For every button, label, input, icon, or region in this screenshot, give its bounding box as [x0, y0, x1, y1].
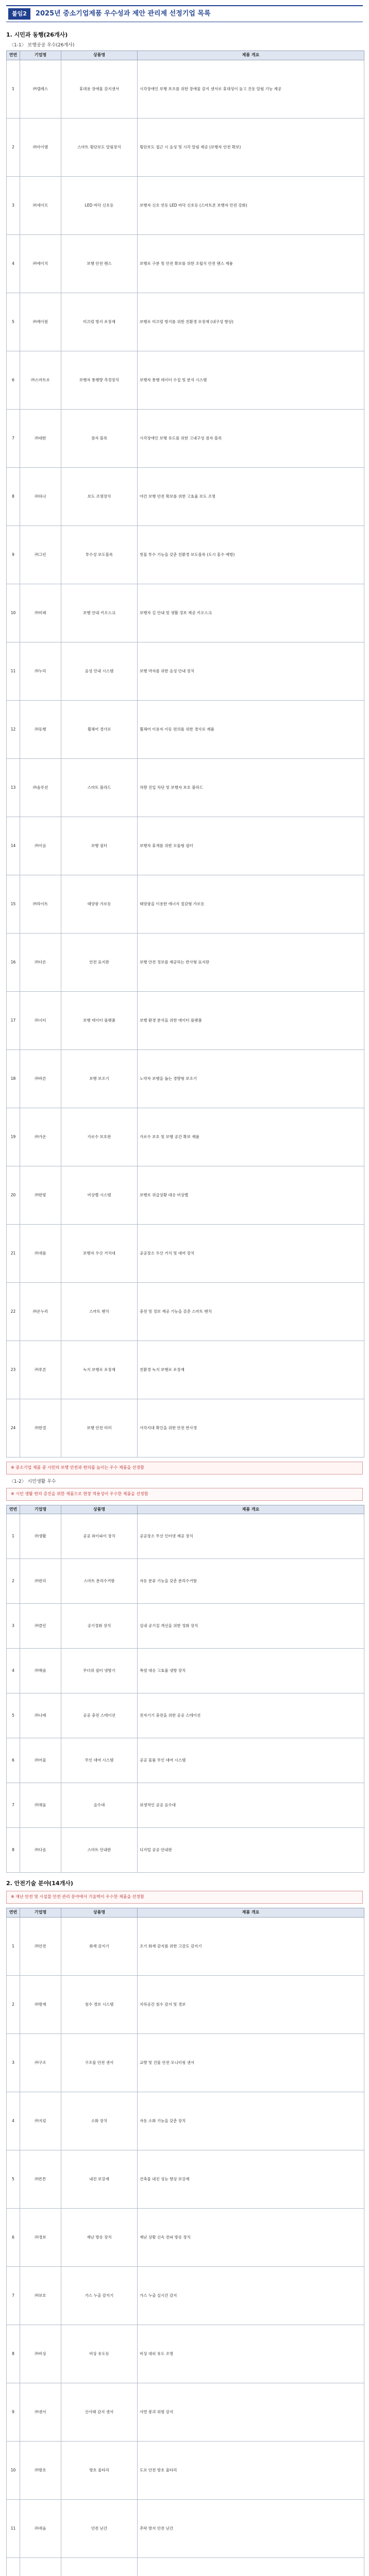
cell-desc: 보행로 위급상황 대응 비상벨 [138, 1166, 364, 1224]
cell-company: ㈜누리 [20, 642, 61, 700]
cell-company: ㈜이음 [20, 817, 61, 875]
cell-no: 17 [7, 991, 20, 1049]
cell-product: 안전 표지판 [61, 933, 138, 991]
cell-company: ㈜클린 [20, 1604, 61, 1649]
cell-company: ㈜다온 [20, 933, 61, 991]
cell-no: 3 [7, 1604, 20, 1649]
note-s1b: ※ 시민 생활 편의 증진을 위한 제품으로 현장 적용성이 우수한 제품을 선정함 [6, 1488, 363, 1501]
page-title: 2025년 중소기업제품 우수성과 제안 관리제 선정기업 목록 [35, 10, 211, 18]
section-title-1: 1. 시민과 동행(26개사) [6, 31, 68, 38]
cell-desc: 보행자 휴게를 위한 모듈형 쉼터 [138, 817, 364, 875]
cell-no: 19 [7, 1108, 20, 1166]
table-row [7, 1828, 364, 1873]
table-row [7, 2266, 364, 2325]
cell-product: 방호 울타리 [61, 2441, 138, 2499]
table-row [7, 991, 364, 1049]
cell-desc: 교량 및 건물 안전 모니터링 센서 [138, 2033, 364, 2092]
cell-company: ㈜새롬 [20, 1224, 61, 1282]
attachment-badge: 붙임2 [8, 8, 30, 20]
cell-product: 가로수 보호판 [61, 1108, 138, 1166]
cell-company: ㈜푸른 [20, 1341, 61, 1399]
cell-product: 음성 안내 시스템 [61, 642, 138, 700]
cell-company: ㈜바른 [20, 1049, 61, 1108]
cell-no: 13 [7, 758, 20, 817]
cell-desc: 위생적인 공공 음수대 [138, 1783, 364, 1828]
table-row [7, 1783, 364, 1828]
table-row [7, 700, 364, 758]
table-row [7, 526, 364, 584]
table-row [7, 1224, 364, 1282]
table-row [7, 1514, 364, 1559]
cell-company: ㈜구조 [20, 2033, 61, 2092]
cell-company: ㈜센서 [20, 2383, 61, 2441]
cell-product: 스마트 벤치 [61, 1282, 138, 1341]
cell-company: ㈜세이프 [20, 176, 61, 234]
cell-desc: 가스 누출 실시간 감지 [138, 2266, 364, 2325]
cell-no: 23 [7, 1341, 20, 1399]
table-row [7, 933, 364, 991]
selection-table [6, 1908, 364, 2576]
cell-company: ㈜채움 [20, 1783, 61, 1828]
cell-product: 침수 경보 시스템 [61, 1975, 138, 2033]
column-header-product: 상품명 [61, 1505, 138, 1514]
table-row [7, 2092, 364, 2150]
cell-company: ㈜세움 [20, 2499, 61, 2557]
cell-no: 3 [7, 2033, 20, 2092]
table-row [7, 1649, 364, 1693]
cell-no: 4 [7, 234, 20, 293]
cell-product: 보행자 우산 거치대 [61, 1224, 138, 1282]
cell-no: 11 [7, 642, 20, 700]
column-header-desc: 제품 개요 [138, 50, 364, 60]
cell-product: 가스 누출 감지기 [61, 2266, 138, 2325]
table-row [7, 2033, 364, 2092]
cell-company: ㈜지킴 [20, 2092, 61, 2150]
cell-product: 비상벨 시스템 [61, 1166, 138, 1224]
table-row [7, 293, 364, 351]
table-row [7, 1049, 364, 1108]
cell-company: ㈜온누리 [20, 1282, 61, 1341]
cell-desc: 실내 공기질 개선을 위한 정화 장치 [138, 1604, 364, 1649]
cell-no: 5 [7, 2150, 20, 2208]
cell-desc: 시각장애인 보행 유도를 위한 고내구성 점자 블록 [138, 409, 364, 467]
cell-company: ㈜방호 [20, 2441, 61, 2499]
cell-product: 휠체어 경사로 [61, 700, 138, 758]
cell-company: ㈜에이치 [20, 234, 61, 293]
subsection-title-1-2: 〈1-2〉 시민생활 우수 [9, 1479, 56, 1484]
cell-company: ㈜가온 [20, 1108, 61, 1166]
table-row [7, 234, 364, 293]
cell-no: 10 [7, 584, 20, 642]
cell-desc: 조기 화재 감지를 위한 고감도 감지기 [138, 1917, 364, 1975]
column-header-no: 연번 [7, 1908, 20, 1917]
table-row [7, 2325, 364, 2383]
table-row [7, 1166, 364, 1224]
cell-desc: 보행자 신호 연동 LED 바닥 신호등 (스마트폰 보행자 안전 강화) [138, 176, 364, 234]
cell-no: 16 [7, 933, 20, 991]
cell-company [20, 2557, 61, 2576]
cell-product: 재난 방송 장치 [61, 2208, 138, 2266]
table-header-row [7, 50, 364, 60]
cell-product: 보행 데이터 플랫폼 [61, 991, 138, 1049]
cell-company: ㈜미래 [20, 584, 61, 642]
column-header-company: 기업명 [20, 1505, 61, 1514]
cell-desc: 자동 소화 기능을 갖춘 장치 [138, 2092, 364, 2150]
cell-product: 미끄럼 방지 포장재 [61, 293, 138, 351]
cell-desc: 시각장애인 보행 보조를 위한 장애물 감지 센서로 휴대성이 높고 진동 알림 기능 제공 [138, 60, 364, 118]
cell-company: ㈜다솜 [20, 1828, 61, 1873]
column-header-company: 기업명 [20, 1908, 61, 1917]
cell-desc: 보행자 통행 데이터 수집 및 분석 시스템 [138, 351, 364, 409]
table-row [7, 1604, 364, 1649]
section-title-2: 2. 안전기술 분야(14개사) [6, 1880, 73, 1887]
table-row [7, 758, 364, 817]
cell-desc: 보행 안전 정보를 제공하는 반사형 표지판 [138, 933, 364, 991]
cell-no: 1 [7, 1514, 20, 1559]
cell-no: 7 [7, 2266, 20, 2325]
cell-desc: 휠체어 이용자 이동 편의를 위한 경사로 제품 [138, 700, 364, 758]
column-header-company: 기업명 [20, 50, 61, 60]
cell-desc: 보행로 구분 및 안전 확보를 위한 조립식 안전 펜스 제품 [138, 234, 364, 293]
table-row [7, 1917, 364, 1975]
cell-product: 소화 장치 [61, 2092, 138, 2150]
cell-company: ㈜비상 [20, 2325, 61, 2383]
note-s1: ※ 중소기업 제품 중 시민의 보행 안전과 편의를 높이는 우수 제품을 선정함 [6, 1462, 363, 1475]
cell-company: ㈜어울 [20, 1738, 61, 1783]
cell-company: ㈜그린 [20, 526, 61, 584]
column-header-no: 연번 [7, 1505, 20, 1514]
table-row [7, 584, 364, 642]
table-row [7, 817, 364, 875]
table-row [7, 176, 364, 234]
cell-no: 10 [7, 2441, 20, 2499]
table-row [7, 1399, 364, 1457]
cell-product: 음수대 [61, 1783, 138, 1828]
table-row [7, 118, 364, 176]
title-bar [6, 5, 363, 22]
cell-desc: 차량 진입 차단 및 보행자 보호 볼라드 [138, 758, 364, 817]
table-row [7, 2557, 364, 2576]
cell-product: 산사태 감지 센서 [61, 2383, 138, 2441]
table-row [7, 1559, 364, 1604]
cell-desc: 추락 방지 안전 난간 [138, 2499, 364, 2557]
table-row [7, 2150, 364, 2208]
cell-product: 보행 안전 미러 [61, 1399, 138, 1457]
cell-no: 24 [7, 1399, 20, 1457]
table-header-row [7, 1908, 364, 1917]
cell-product: 화재 감지기 [61, 1917, 138, 1975]
cell-no: 1 [7, 1917, 20, 1975]
cell-product: 무더위 쉼터 냉방기 [61, 1649, 138, 1693]
cell-product: 비상 유도등 [61, 2325, 138, 2383]
cell-desc [138, 2557, 364, 2576]
cell-no: 9 [7, 526, 20, 584]
cell-desc: 건축물 내진 성능 향상 보강재 [138, 2150, 364, 2208]
subsection-title-1-1: 〈1-1〉 보행공공 우수(26개사) [9, 42, 75, 48]
cell-company: ㈜해솔 [20, 1649, 61, 1693]
cell-company: ㈜대한 [20, 409, 61, 467]
table-row [7, 1108, 364, 1166]
cell-no: 2 [7, 1975, 20, 2033]
cell-company: ㈜방재 [20, 1975, 61, 2033]
cell-company: ㈜한결 [20, 1399, 61, 1457]
table-row [7, 1693, 364, 1738]
cell-company: ㈜튼튼 [20, 2150, 61, 2208]
cell-no: 14 [7, 817, 20, 875]
cell-no: 7 [7, 1783, 20, 1828]
cell-company: ㈜스마트로 [20, 351, 61, 409]
cell-company: ㈜보호 [20, 2266, 61, 2325]
table-row [7, 60, 364, 118]
cell-desc: 사면 붕괴 위험 감지 [138, 2383, 364, 2441]
cell-product: 보도 조명장치 [61, 467, 138, 526]
cell-desc: 보행 약자를 위한 음성 안내 장치 [138, 642, 364, 700]
cell-product: 보행 안전 펜스 [61, 234, 138, 293]
column-header-product: 상품명 [61, 50, 138, 60]
table-row [7, 2208, 364, 2266]
cell-desc: 지하공간 침수 감지 및 경보 [138, 1975, 364, 2033]
cell-no: 4 [7, 1649, 20, 1693]
table-row [7, 1975, 364, 2033]
cell-product: 내진 보강재 [61, 2150, 138, 2208]
selection-table [6, 1505, 364, 1873]
cell-product: 점자 블록 [61, 409, 138, 467]
cell-desc: 충전 및 정보 제공 기능을 갖춘 스마트 벤치 [138, 1282, 364, 1341]
cell-no: 8 [7, 2325, 20, 2383]
cell-desc: 보행자 길 안내 및 생활 정보 제공 키오스크 [138, 584, 364, 642]
table-row [7, 409, 364, 467]
cell-product: LED 바닥 신호등 [61, 176, 138, 234]
cell-no: 11 [7, 2499, 20, 2557]
column-header-no: 연번 [7, 50, 20, 60]
cell-desc: 공공 물품 무인 대여 시스템 [138, 1738, 364, 1783]
cell-no: 8 [7, 467, 20, 526]
cell-no: 12 [7, 700, 20, 758]
table-row [7, 467, 364, 526]
cell-no: 20 [7, 1166, 20, 1224]
table-row [7, 2441, 364, 2499]
table-row [7, 1341, 364, 1399]
cell-company: ㈜하나 [20, 467, 61, 526]
cell-product: 공공 와이파이 장치 [61, 1514, 138, 1559]
cell-no: 5 [7, 1693, 20, 1738]
cell-product: 스마트 횡단보도 알림장치 [61, 118, 138, 176]
cell-no: 1 [7, 60, 20, 118]
cell-no: 21 [7, 1224, 20, 1282]
cell-product: 투수성 보도블록 [61, 526, 138, 584]
cell-product: 녹지 보행로 포장재 [61, 1341, 138, 1399]
cell-desc: 폭염 대응 고효율 냉방 장치 [138, 1649, 364, 1693]
cell-product: 보행 보조기 [61, 1049, 138, 1108]
cell-product: 보행 안내 키오스크 [61, 584, 138, 642]
cell-product: 구조물 안전 센서 [61, 2033, 138, 2092]
cell-no: 5 [7, 293, 20, 351]
cell-company: ㈜동행 [20, 700, 61, 758]
cell-desc: 노약자 보행을 돕는 경량형 보조기 [138, 1049, 364, 1108]
cell-no: 2 [7, 1559, 20, 1604]
cell-desc: 전자기기 충전을 위한 공공 스테이션 [138, 1693, 364, 1738]
cell-product: 보행자 통행량 측정장치 [61, 351, 138, 409]
cell-desc: 태양광을 이용한 에너지 절감형 가로등 [138, 875, 364, 933]
cell-desc: 사각지대 확인을 위한 안전 반사경 [138, 1399, 364, 1457]
table-row [7, 2499, 364, 2557]
cell-company: ㈜경보 [20, 2208, 61, 2266]
cell-no: 15 [7, 875, 20, 933]
cell-desc: 빗물 투수 기능을 갖춘 친환경 보도블록 (도시 홍수 예방) [138, 526, 364, 584]
table-row [7, 351, 364, 409]
cell-no: 9 [7, 2383, 20, 2441]
cell-company: ㈜한빛 [20, 1166, 61, 1224]
column-header-product: 상품명 [61, 1908, 138, 1917]
cell-no: 22 [7, 1282, 20, 1341]
cell-desc: 보행 환경 분석을 위한 데이터 플랫폼 [138, 991, 364, 1049]
table-row [7, 642, 364, 700]
table-row [7, 1282, 364, 1341]
cell-product: 스마트 볼라드 [61, 758, 138, 817]
cell-no: 4 [7, 2092, 20, 2150]
note-s2: ※ 재난 안전 및 시설물 안전 관리 분야에서 기술력이 우수한 제품을 선정함 [6, 1891, 363, 1904]
cell-desc: 횡단보도 접근 시 음성 및 시각 알림 제공 (보행자 안전 확보) [138, 118, 364, 176]
column-header-desc: 제품 개요 [138, 1908, 364, 1917]
cell-company: ㈜케이원 [20, 293, 61, 351]
cell-company: ㈜생활 [20, 1514, 61, 1559]
cell-desc: 친환경 녹지 보행로 포장재 [138, 1341, 364, 1399]
cell-product: 스마트 안내판 [61, 1828, 138, 1873]
cell-company: ㈜라이트 [20, 875, 61, 933]
column-header-desc: 제품 개요 [138, 1505, 364, 1514]
cell-product: 스마트 분리수거함 [61, 1559, 138, 1604]
cell-desc: 가로수 보호 및 보행 공간 확보 제품 [138, 1108, 364, 1166]
cell-desc: 디지털 공공 안내판 [138, 1828, 364, 1873]
cell-company: ㈜편리 [20, 1559, 61, 1604]
cell-product: 안전 난간 [61, 2499, 138, 2557]
cell-no: 6 [7, 1738, 20, 1783]
cell-no [7, 2557, 20, 2576]
cell-desc: 도로 안전 방호 울타리 [138, 2441, 364, 2499]
cell-product: 휴대용 장애물 감지센서 [61, 60, 138, 118]
cell-no: 6 [7, 2208, 20, 2266]
cell-desc: 비상 대피 유도 조명 [138, 2325, 364, 2383]
cell-product: 공기정화 장치 [61, 1604, 138, 1649]
table-row [7, 2383, 364, 2441]
table-s2 [6, 1908, 363, 2576]
cell-company: ㈜아이엠 [20, 118, 61, 176]
cell-no: 3 [7, 176, 20, 234]
cell-no: 2 [7, 118, 20, 176]
cell-desc: 야간 보행 안전 확보를 위한 고효율 보도 조명 [138, 467, 364, 526]
cell-desc: 공공장소 무선 인터넷 제공 장치 [138, 1514, 364, 1559]
cell-no: 6 [7, 351, 20, 409]
cell-company: ㈜솔루션 [20, 758, 61, 817]
selection-table [6, 50, 364, 1458]
cell-no: 8 [7, 1828, 20, 1873]
table-header-row [7, 1505, 364, 1514]
cell-no: 7 [7, 409, 20, 467]
cell-no: 18 [7, 1049, 20, 1108]
cell-desc: 공공장소 우산 거치 및 대여 장치 [138, 1224, 364, 1282]
table-row [7, 1738, 364, 1783]
cell-company: ㈜시티 [20, 991, 61, 1049]
table-s1b [6, 1505, 363, 1873]
table-row [7, 875, 364, 933]
cell-product: 보행 쉼터 [61, 817, 138, 875]
cell-desc: 자동 분류 기능을 갖춘 분리수거함 [138, 1559, 364, 1604]
cell-desc: 재난 상황 신속 전파 방송 장치 [138, 2208, 364, 2266]
cell-product: 공공 충전 스테이션 [61, 1693, 138, 1738]
cell-product: 무인 대여 시스템 [61, 1738, 138, 1783]
cell-company: ㈜안전 [20, 1917, 61, 1975]
cell-product [61, 2557, 138, 2576]
cell-desc: 보행로 미끄럼 방지를 위한 친환경 포장재 (내구성 향상) [138, 293, 364, 351]
cell-company: ㈜나래 [20, 1693, 61, 1738]
cell-product: 태양광 가로등 [61, 875, 138, 933]
table-s1 [6, 50, 363, 1458]
cell-company: ㈜텔레스 [20, 60, 61, 118]
